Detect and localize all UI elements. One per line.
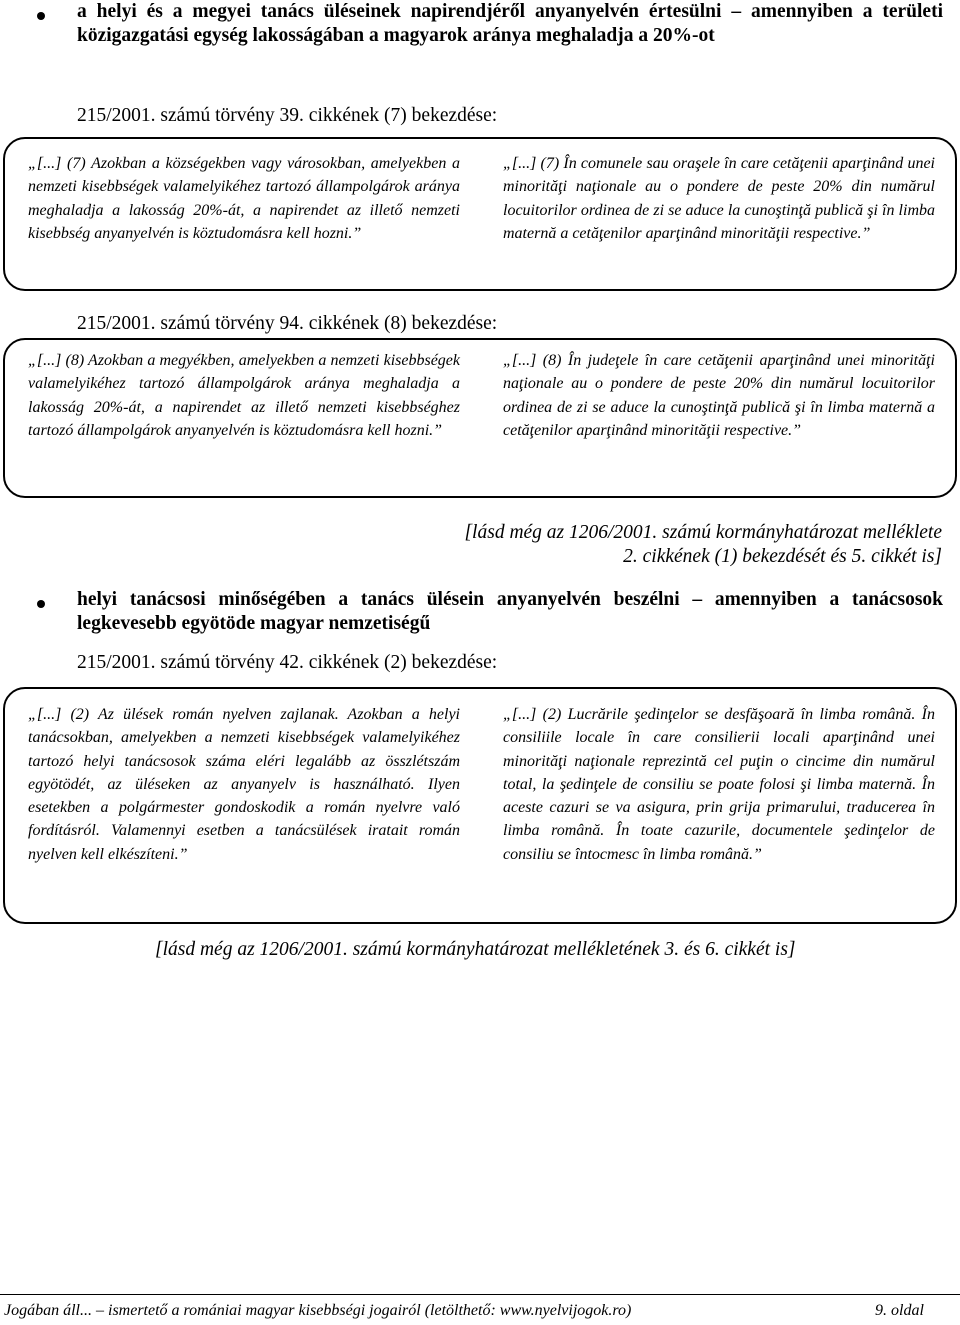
see-also-note: [242, 521, 942, 569]
law-reference: 215/2001. számú törvény 94. cikkének (8) bekezdése:: [77, 313, 498, 334]
hungarian-quote: „[...] (8) Azokban a megyékben, amelyekben a nemzeti kisebbségek valamelyikéhez tartozó állampolgárok aránya meghaladja a lakosság 20%-át, a napirendet az illető nemzeti kisebbséghez tartozó állampolgárok anyanyelvén is köztudomásra kell hozni.”: [28, 352, 460, 439]
see-also-line: [lásd még az 1206/2001. számú kormányhatározat melléklete: [464, 522, 942, 543]
law-reference: 215/2001. számú törvény 39. cikkének (7) bekezdése:: [77, 105, 498, 126]
see-also-line: 2. cikkének (1) bekezdését és 5. cikkét is]: [623, 546, 942, 567]
page-number: 9. oldal: [875, 1302, 924, 1319]
law-reference: 215/2001. számú törvény 42. cikkének (2) bekezdése:: [77, 652, 498, 673]
footer-text: Jogában áll... – ismertető a romániai magyar kisebbségi jogairól (letölthető: www.nyelvijogok.ro): [4, 1302, 632, 1319]
romanian-quote: „[...] (8) În judeţele în care cetăţenii aparţinând unei minorităţi naţionale au o pondere de peste 20% din numărul locuitorilor ordinea de zi se aduce la cunoştinţă publică şi în limba maternă a cetăţenilor aparţinând minorităţii respective.”: [503, 352, 935, 439]
footer-rule: [0, 1294, 960, 1295]
romanian-quote: „[...] (2) Lucrările şedinţelor se desfăşoară în limba română. În consiliile locale în care consilierii locali aparţinând unei minorităţi naţionale reprezintă cel puţin o cincime din numărul total, la şedinţele de consiliu se poate folosi şi limba maternă. În aceste cazuri se va asigura, prin grija primarului, traducerea în limba română. În toate cazurile, documentele şedinţelor de consiliu se întocmesc în limba română.”: [503, 706, 935, 863]
bullet-item-heading: helyi tanácsosi minőségében a tanács ülésein anyanyelvén beszélni – amennyiben a tanácsosok legkevesebb egyötöde magyar nemzetiségű: [77, 589, 943, 634]
bullet-icon: [37, 600, 45, 608]
see-also-note: [155, 938, 796, 962]
see-also-line: [lásd még az 1206/2001. számú kormányhatározat mellékletének 3. és 6. cikkét is]: [155, 939, 796, 960]
romanian-quote: „[...] (7) În comunele sau oraşele în care cetăţenii aparţinând unei minorităţi naţionale au o pondere de peste 20% din numărul locuitorilor ordinea de zi se aduce la cunoştinţă publică şi în limba maternă a cetăţenilor aparţinând minorităţii respective.”: [503, 155, 935, 242]
bullet-icon: [37, 12, 45, 20]
hungarian-quote: „[...] (7) Azokban a községekben vagy városokban, amelyekben a nemzeti kisebbségek valamelyikéhez tartozó állampolgárok aránya meghaladja a lakosság 20%-át, a napirendet az illető nemzeti kisebbség anyanyelvén is köztudomásra kell hozni.”: [28, 155, 460, 242]
hungarian-quote: „[...] (2) Az ülések román nyelven zajlanak. Azokban a helyi tanácsokban, amelyekben a nemzeti kisebbségek valamelyikéhez tartozó helyi tanácsosok száma eléri legalább az összlétszám egyötödét, az üléseken az anyanyelv is használható. Ilyen esetekben a polgármester gondoskodik a román nyelvre való fordításról. Valamennyi esetben a tanácsülések iratait román nyelven kell elkészíteni.”: [28, 706, 460, 863]
bullet-item-heading: a helyi és a megyei tanács üléseinek napirendjéről anyanyelvén értesülni – amennyiben a területi közigazgatási egység lakosságában a magyarok aránya meghaladja a 20%-ot: [77, 1, 943, 46]
